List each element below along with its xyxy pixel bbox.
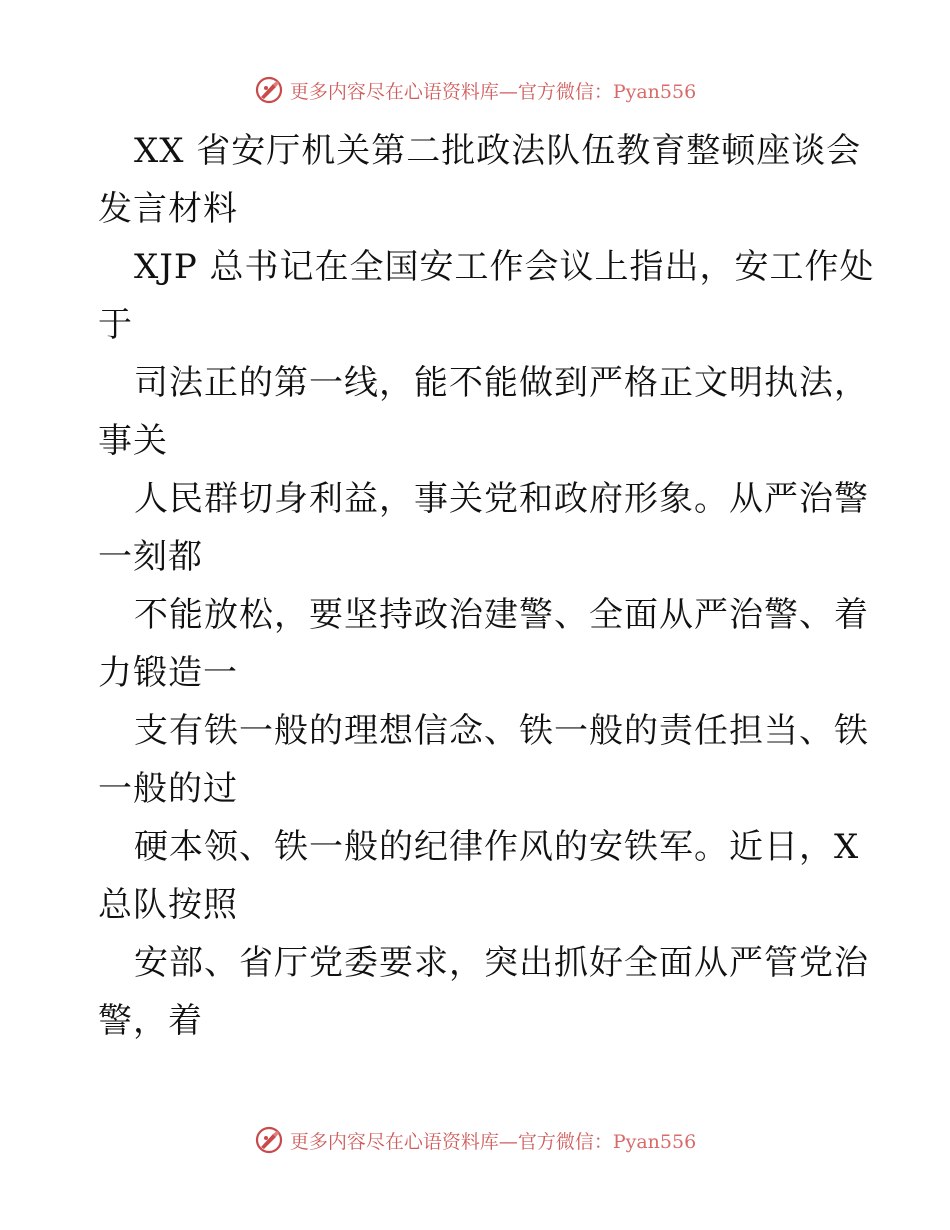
text-line: 总队按照 [98,885,238,925]
document-body [98,122,875,1050]
text-line: 硬本领、铁一般的纪律作风的安铁军。近日，X [134,827,860,867]
header-banner [0,70,950,110]
text-line: XJP 总书记在全国安工作会议上指出，安工作处 [134,247,875,287]
banner-brand: Pyan556 [612,1130,697,1153]
banner-text [290,77,696,104]
text-line: 事关 [98,421,168,461]
text-line: 支有铁一般的理想信念、铁一般的责任担当、铁 [134,711,869,751]
text-line: 发言材料 [98,189,238,229]
banner-brand: Pyan556 [612,80,697,103]
text-line: 于 [98,305,133,345]
text-line: 力锻造一 [98,653,238,693]
text-line: 警，着 [98,1001,203,1041]
text-line: 司法正的第一线，能不能做到严格正文明执法， [134,363,869,403]
footer-banner [0,1120,950,1160]
banner-label: 更多内容尽在心语资料库—官方微信： [289,80,613,103]
banner-label: 更多内容尽在心语资料库—官方微信： [289,1130,613,1153]
text-line: 不能放松，要坚持政治建警、全面从严治警、着 [134,595,869,635]
text-line: XX 省安厅机关第二批政法队伍教育整顿座谈会 [134,131,862,171]
banner-text [290,1127,696,1154]
text-line: 一刻都 [98,537,203,577]
text-line: 安部、省厅党委要求，突出抓好全面从严管党治 [134,943,869,983]
pen-logo-icon [254,1125,284,1155]
text-line: 一般的过 [98,769,238,809]
text-line: 人民群切身利益，事关党和政府形象。从严治警 [134,479,869,519]
pen-logo-icon [254,75,284,105]
